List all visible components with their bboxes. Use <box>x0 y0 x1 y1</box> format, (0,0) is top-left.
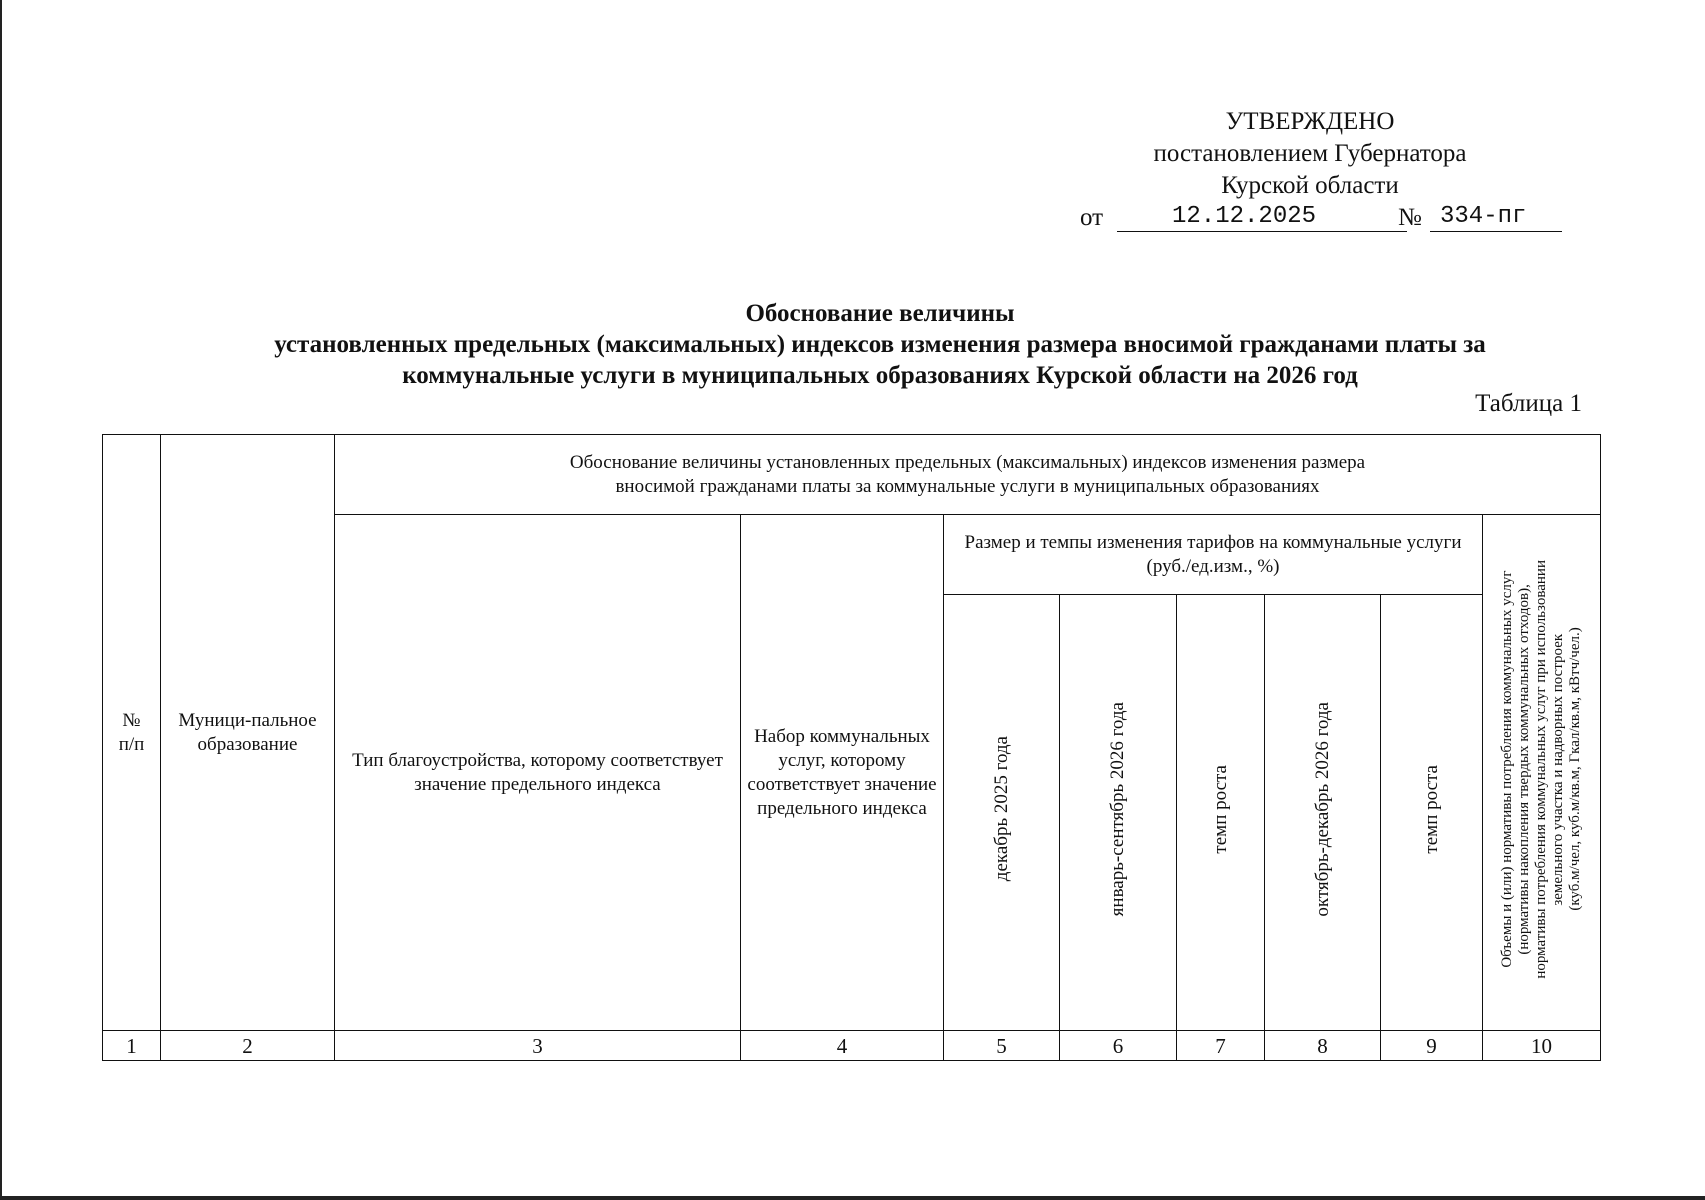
approval-line-1: постановлением Губернатора <box>1153 140 1467 167</box>
header-group <box>335 435 1601 515</box>
scan-edge-bottom <box>0 1196 1705 1200</box>
header-oct-dec-2026-text: октябрь-декабрь 2026 года <box>1311 701 1333 917</box>
header-dec-2025-text: декабрь 2025 года <box>990 736 1012 882</box>
document-title <box>100 298 1660 391</box>
header-volumes-line-4: земельного участка и надворных построек <box>1550 633 1566 905</box>
header-jan-sep-2026 <box>1060 595 1177 1031</box>
header-growth-rate-1-text: темп роста <box>1209 764 1231 854</box>
column-number: 8 <box>1265 1031 1381 1061</box>
approval-date-line <box>1080 202 1540 236</box>
header-growth-rate-1 <box>1177 595 1265 1031</box>
header-volumes <box>1483 515 1601 1031</box>
column-number: 10 <box>1483 1031 1601 1061</box>
column-number-row <box>103 1031 1601 1061</box>
approval-number: 334-пг <box>1430 202 1562 232</box>
header-group-line-2: вносимой гражданами платы за коммунальные услуги в муниципальных образованиях <box>615 475 1320 497</box>
header-growth-rate-2-text: темп роста <box>1420 764 1442 854</box>
header-volumes-line-1: Объемы и (или) нормативы потребления коммунальных услуг <box>1499 570 1515 968</box>
column-number: 1 <box>103 1031 161 1061</box>
header-services-set: Набор коммунальных услуг, которому соответствует значение предельного индекса <box>741 515 944 1031</box>
header-volumes-text <box>1499 560 1584 979</box>
header-growth-rate-2 <box>1381 595 1483 1031</box>
title-line-2: установленных предельных (максимальных) индексов изменения размера вносимой гражданами платы за <box>274 331 1486 358</box>
number-sign: № <box>1398 204 1422 231</box>
column-number: 7 <box>1177 1031 1265 1061</box>
approval-line-2: Курской области <box>1221 172 1399 199</box>
column-number: 2 <box>161 1031 335 1061</box>
header-group-line-1: Обоснование величины установленных предельных (максимальных) индексов изменения размера <box>569 451 1366 473</box>
approval-block <box>1080 106 1540 236</box>
column-number: 5 <box>944 1031 1060 1061</box>
header-improvement-type: Тип благоустройства, которому соответствует значение предельного индекса <box>335 515 741 1031</box>
column-number: 9 <box>1381 1031 1483 1061</box>
header-volumes-line-3: нормативы потребления коммунальных услуг при использовании <box>1533 559 1549 979</box>
header-dec-2025 <box>944 595 1060 1031</box>
header-municipality: Муници-пальное образование <box>161 435 335 1031</box>
header-num-line-1: № <box>122 709 141 731</box>
column-number: 4 <box>741 1031 944 1061</box>
header-tariff-group: Размер и темпы изменения тарифов на коммунальные услуги (руб./ед.изм., %) <box>944 515 1483 595</box>
column-number: 6 <box>1060 1031 1177 1061</box>
scan-edge-left <box>0 0 2 1200</box>
approved-label: УТВЕРЖДЕНО <box>1225 108 1395 135</box>
title-line-3: коммунальные услуги в муниципальных образованиях Курской области на 2026 год <box>402 362 1358 389</box>
approval-date: 12.12.2025 <box>1117 202 1407 232</box>
header-oct-dec-2026 <box>1265 595 1381 1031</box>
header-num-line-2: п/п <box>118 733 145 755</box>
header-jan-sep-2026-text: январь-сентябрь 2026 года <box>1107 701 1128 917</box>
from-label: от <box>1080 204 1104 231</box>
column-number: 3 <box>335 1031 741 1061</box>
title-line-1: Обоснование величины <box>745 300 1015 327</box>
table-label: Таблица 1 <box>1475 390 1582 417</box>
header-volumes-line-5: (куб.м/чел, куб.м/кв.м, Гкал/кв.м, кВтч/чел.) <box>1567 627 1583 911</box>
header-volumes-line-2: (нормативы накопления твердых коммунальных отходов), <box>1516 583 1532 955</box>
header-num <box>103 435 161 1031</box>
justification-table <box>102 434 1601 1061</box>
